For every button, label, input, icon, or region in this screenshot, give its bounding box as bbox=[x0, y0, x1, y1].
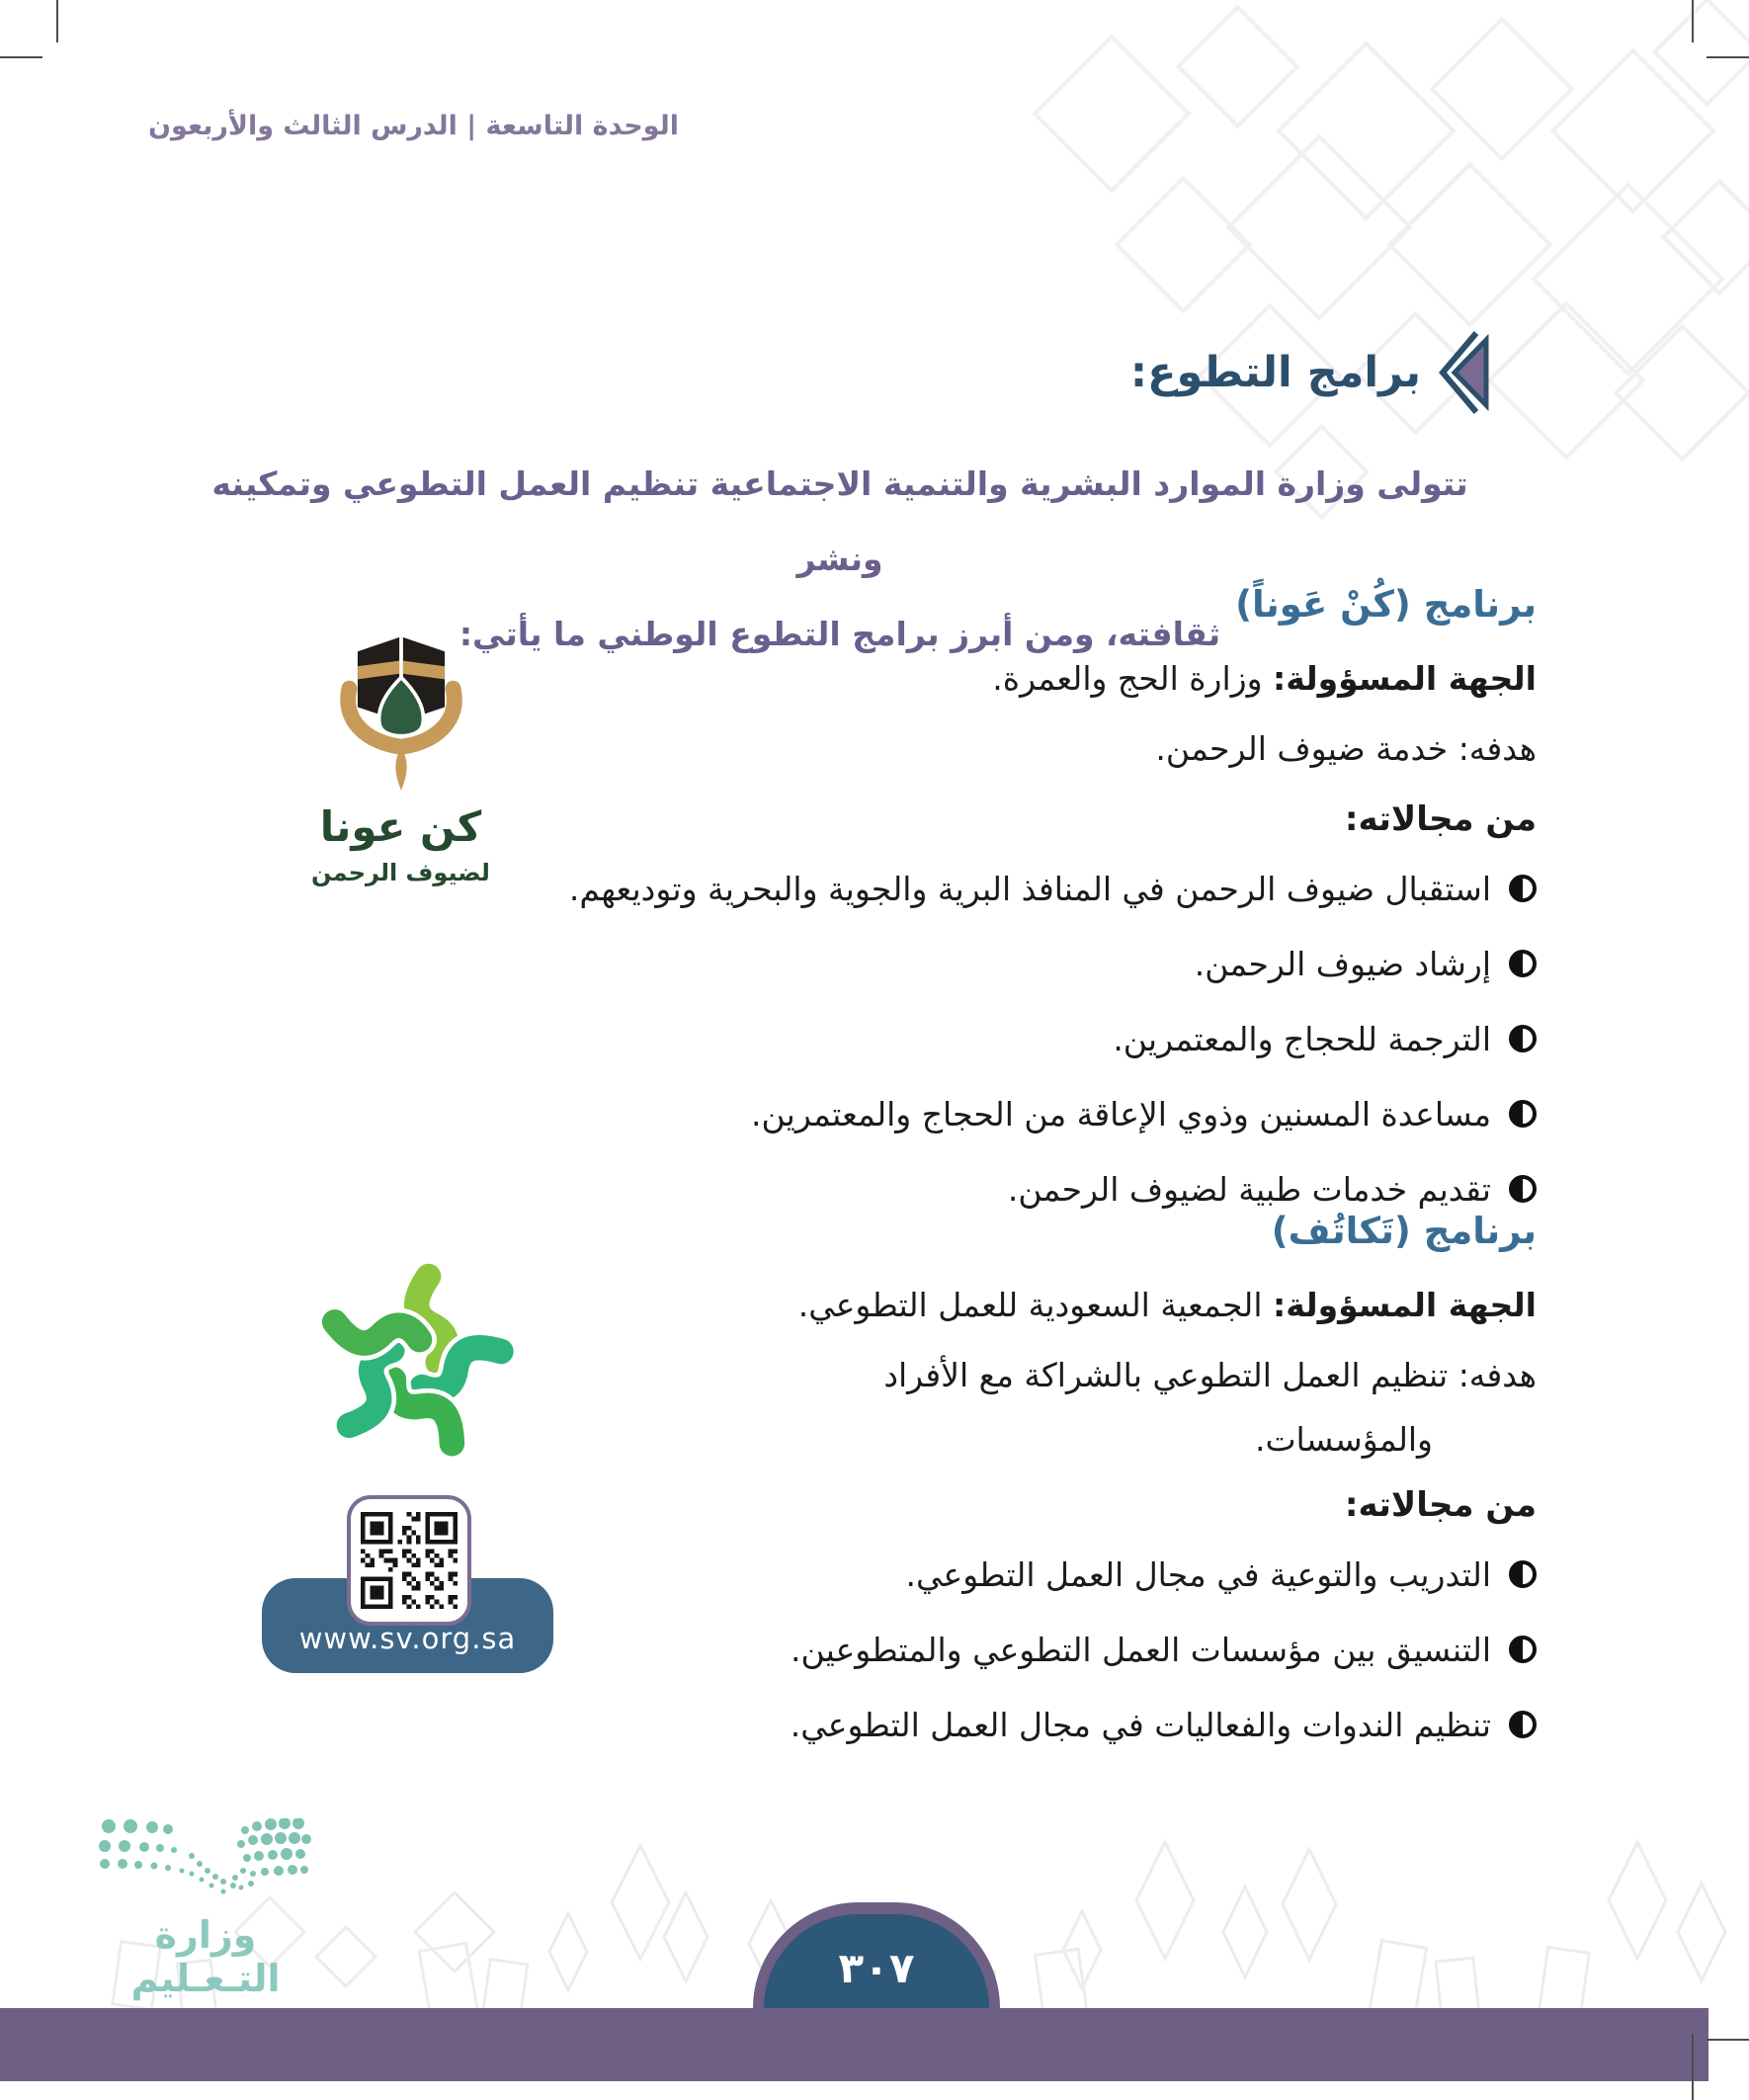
responsible-label: الجهة المسؤولة: bbox=[1273, 1286, 1537, 1324]
fields-label: من مجالاته: bbox=[1344, 1485, 1537, 1525]
crop-mark-bottom-right-v bbox=[1692, 2034, 1694, 2100]
list-item: مساعدة المسنين وذوي الإعاقة من الحجاج والمعتمرين. bbox=[282, 1076, 1537, 1151]
takatuf-star-logo bbox=[308, 1261, 518, 1470]
kun-awna-tagline: لضيوف الرحمن bbox=[311, 859, 490, 886]
goal-line-continuation: والمؤسسات. bbox=[1255, 1420, 1433, 1459]
page-title: برامج التطوع: bbox=[1129, 348, 1421, 397]
footer-bar bbox=[0, 2008, 1708, 2081]
crop-mark-top-left-h bbox=[0, 56, 42, 58]
half-circle-bullet-icon bbox=[1509, 1711, 1537, 1738]
responsible-label: الجهة المسؤولة: bbox=[1273, 659, 1537, 698]
intro-line-2: ثقافته، ومن أبرز برامج التطوع الوطني ما يأتي: bbox=[458, 615, 1221, 653]
ministry-name-arabic: وزارة التـعـليم bbox=[130, 1913, 281, 2000]
responsible-value: الجمعية السعودية للعمل التطوعي. bbox=[797, 1286, 1274, 1324]
website-url: www.sv.org.sa bbox=[298, 1622, 517, 1655]
qr-card bbox=[347, 1495, 471, 1626]
chevron-left-icon bbox=[1437, 330, 1490, 415]
page-number-dome-inner bbox=[764, 1914, 989, 2008]
crop-mark-top-left-v bbox=[56, 0, 58, 42]
program-title: برنامج (تَكاتُف) bbox=[1271, 1210, 1537, 1252]
section-heading-block bbox=[1130, 330, 1490, 415]
qr-code bbox=[361, 1512, 458, 1609]
fields-label: من مجالاته: bbox=[1344, 799, 1537, 839]
list-item: التدريب والتوعية في مجال العمل التطوعي. bbox=[282, 1537, 1537, 1612]
half-circle-bullet-icon bbox=[1509, 875, 1537, 902]
list-item: الترجمة للحجاج والمعتمرين. bbox=[282, 1001, 1537, 1076]
kun-awna-logo bbox=[245, 630, 556, 886]
green-star-icon bbox=[308, 1261, 518, 1467]
intro-line-1: تتولى وزارة الموارد البشرية والتنمية الاجتماعية تنظيم العمل التطوعي وتمكينه ونشر bbox=[211, 464, 1468, 578]
ministry-dots-icon bbox=[87, 1818, 324, 1905]
half-circle-bullet-icon bbox=[1509, 1025, 1537, 1052]
crop-mark-top-right-v bbox=[1692, 0, 1694, 42]
kun-awna-wordmark: كن عونا bbox=[319, 802, 482, 851]
qr-link-group bbox=[260, 1495, 556, 1742]
half-circle-bullet-icon bbox=[1509, 1100, 1537, 1128]
list-item: استقبال ضيوف الرحمن في المنافذ البرية والجوية والبحرية وتوديعهم. bbox=[282, 851, 1537, 926]
program-title: برنامج (كُنْ عَوناً) bbox=[1235, 583, 1537, 626]
half-circle-bullet-icon bbox=[1509, 950, 1537, 977]
goal-value: تنظيم العمل التطوعي بالشراكة مع الأفراد bbox=[883, 1356, 1458, 1394]
half-circle-bullet-icon bbox=[1509, 1560, 1537, 1588]
half-circle-bullet-icon bbox=[1509, 1636, 1537, 1663]
goal-value: خدمة ضيوف الرحمن. bbox=[1155, 729, 1458, 768]
list-item: تنظيم الندوات والفعاليات في مجال العمل التطوعي. bbox=[282, 1687, 1537, 1762]
crop-mark-bottom-right-h bbox=[1707, 2039, 1749, 2041]
goal-label: هدفه: bbox=[1458, 1356, 1537, 1394]
crop-mark-top-right-h bbox=[1707, 56, 1749, 58]
unit-lesson-header: الوحدة التاسعة | الدرس الثالث والأربعون bbox=[148, 111, 679, 141]
list-item: إرشاد ضيوف الرحمن. bbox=[282, 926, 1537, 1001]
list-item: تقديم خدمات طبية لضيوف الرحمن. bbox=[282, 1151, 1537, 1226]
page-number: ٣٠٧ bbox=[838, 1944, 915, 1992]
half-circle-bullet-icon bbox=[1509, 1175, 1537, 1203]
list-item: التنسيق بين مؤسسات العمل التطوعي والمتطوعين. bbox=[282, 1612, 1537, 1687]
fields-list bbox=[282, 851, 1537, 1226]
goal-label: هدفه: bbox=[1458, 729, 1537, 768]
kaaba-hands-icon bbox=[327, 630, 475, 797]
responsible-value: وزارة الحج والعمرة. bbox=[992, 659, 1274, 698]
